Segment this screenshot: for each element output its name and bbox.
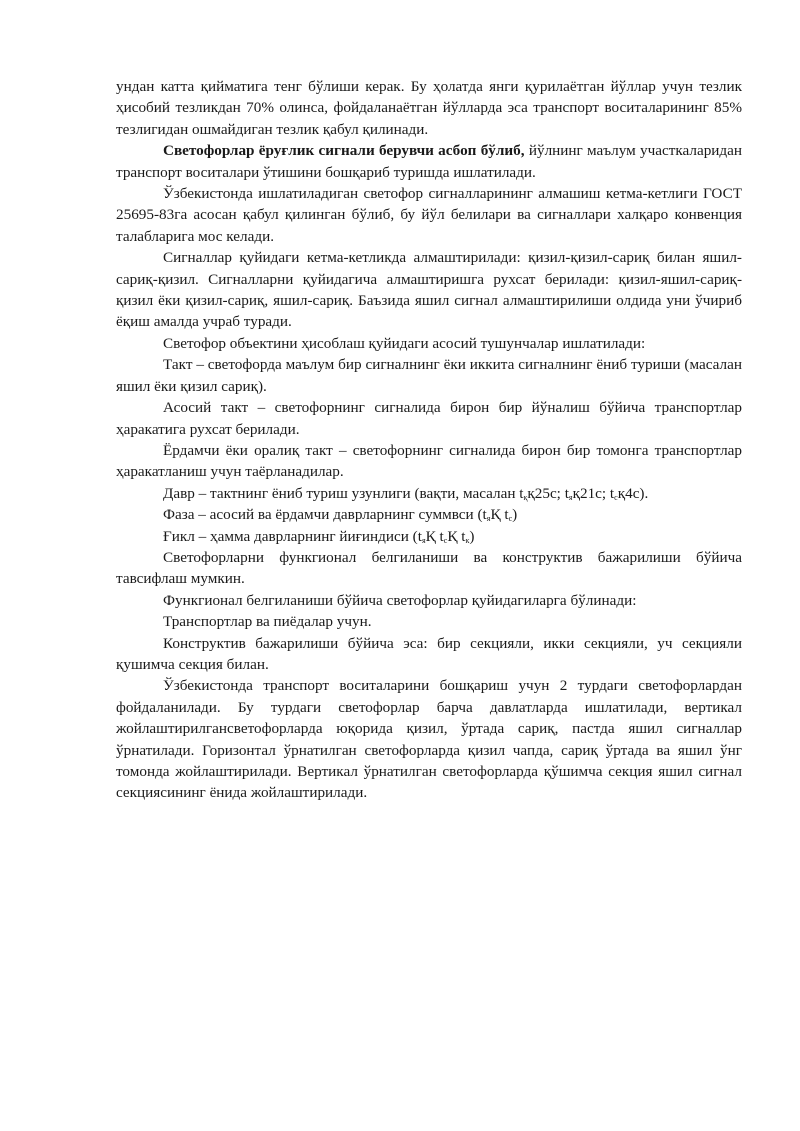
faza-text-a: Фаза – асосий ва ёрдамчи даврларнинг суммвси (t — [163, 506, 487, 524]
paragraph-speed: ундан катта қийматига тенг бўлиши керак. Бу ҳолатда янги қурилаётган йўллар учун тезлик ҳисобий тезликдан 70% олинса, фойдаланаётган йўлларда эса транспорт воситаларининг 85% тезлигидан ошмайдиган тезлик қабул қилинади. — [116, 78, 742, 138]
paragraph-uzbekistan-types: Ўзбекистонда транспорт воситаларини бошқариш учун 2 турдаги светофорлардан фойдаланилади. Бу турдаги светофорлар барча давлатларда ишлатилади, вертикал жойлаштирилгансветофорларда юқорида қизил, ўртада сариқ, пастда яшил сигналлар ўрнатилади. Горизонтал ўрнатилган светофорларда қизил чапда, сариқ ўртада ва яшил ўнг томонда жойлаштирилади. Вертикал ўрнатилган светофорларда қўшимча секция яшил сигнал секциясининг ёнида жойлаштирилади. — [116, 677, 742, 802]
paragraph-functional: Функгионал белгиланиши бўйича светофорлар қуйидагиларга бўлинади: — [163, 591, 637, 609]
definition-text: йўлнинг маълум участкаларидан транспорт воситалари ўтишини бошқариб туришда ишлатилади. — [116, 142, 743, 181]
davr-text-d: қ4с). — [617, 484, 649, 502]
faza-sub-1: я — [486, 514, 491, 524]
paragraph-main-takt: Асосий такт – светофорнинг сигналида бирон бир йўналиш бўйича транспортлар ҳаракатига рухсат берилади. — [116, 399, 742, 438]
paragraph-transport-pedestrian: Транспортлар ва пиёдалар учун. — [163, 613, 372, 631]
tsikl-text-a: Ғикл – ҳамма даврларнинг йиғиндиси (t — [163, 527, 422, 545]
line-davr — [116, 483, 742, 504]
davr-text-a: Давр – тактнинг ёниб туриш узунлиги (вақти, масалан t — [163, 484, 524, 502]
paragraph-constructive: Конструктив бажарилиши бўйича эса: бир секцияли, икки секцияли, уч секцияли қушимча секция билан. — [116, 634, 742, 673]
line-tsikl — [116, 526, 742, 547]
faza-text-b: Қ t — [490, 506, 509, 524]
paragraph-gost: Ўзбекистонда ишлатиладиган светофор сигналларининг алмашиш кетма-кетлиги ГОСТ 25695-83га асосан қабул қилинган бўлиб, бу йўл белилари ва сигналлари халқаро конвенция талабларига мос келади. — [116, 185, 742, 245]
definition-term: Светофорлар ёруғлик сигнали берувчи асбоп бўлиб, — [163, 142, 525, 160]
faza-text-c: ) — [512, 506, 518, 524]
tsikl-sub-3: к — [465, 535, 470, 545]
davr-sub-1: қ — [523, 492, 528, 502]
faza-sub-2: с — [508, 514, 513, 524]
paragraph-signal-sequence: Сигналлар қуйидаги кетма-кетликда алмаштирилади: қизил-қизил-сариқ билан яшил-сариқ-қизил. Сигналларни қуйидагича алмаштиришга рухсат берилади: қизил-яшил-сариқ-қизил ёки қизил-сариқ, яшил-сариқ. Баъзида яшил сигнал алмаштирилиши олдида уни ўчириб ёқиш амалда учраб туради. — [116, 249, 742, 331]
tsikl-sub-1: я — [421, 535, 426, 545]
paragraph-takt: Такт – светофорда маълум бир сигналнинг ёки иккита сигналнинг ёниб туриши (масалан яшил ёки қизил сариқ). — [116, 356, 742, 395]
tsikl-text-c: Қ t — [447, 527, 466, 545]
paragraph-traffic-light-definition — [116, 140, 742, 183]
davr-text-b: қ25с; t — [527, 484, 569, 502]
paragraph-concepts-intro: Светофор объектини ҳисоблаш қуйидаги асосий тушунчалар ишлатилади: — [163, 334, 646, 352]
paragraph-classification: Светофорларни функгионал белгиланиши ва конструктив бажарилиши бўйича тавсифлаш мумкин. — [116, 548, 742, 588]
davr-sub-3: с — [614, 492, 618, 502]
davr-text-c: қ21с; t — [572, 484, 615, 502]
line-faza — [116, 504, 742, 525]
tsikl-text-b: Қ t — [425, 527, 444, 545]
tsikl-sub-2: с — [443, 535, 448, 545]
paragraph-aux-takt: Ёрдамчи ёки оралиқ такт – светофорнинг сигналида бирон бир томонга транспортлар ҳаракатланиш учун таёрланадилар. — [116, 441, 742, 481]
davr-sub-2: я — [568, 492, 573, 502]
tsikl-text-d: ) — [469, 527, 475, 545]
